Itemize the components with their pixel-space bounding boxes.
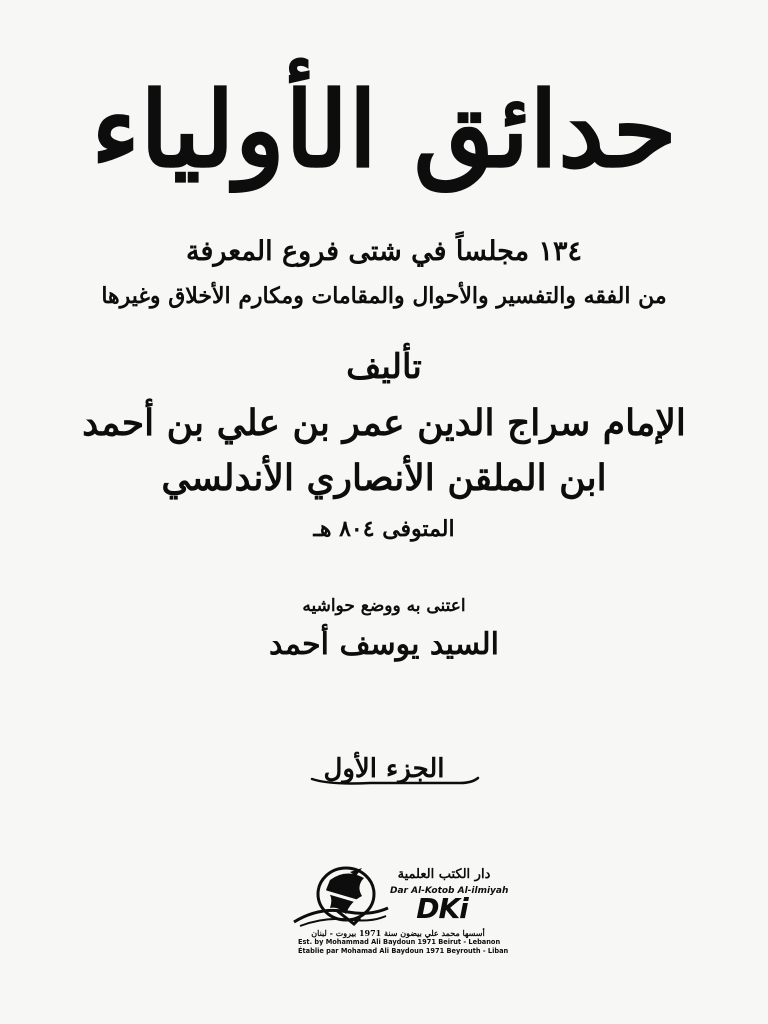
volume-underline-flourish <box>310 776 480 786</box>
publisher-name-arabic: دار الكتب العلمية <box>397 867 491 882</box>
book-title: حدائق الأولياء <box>91 68 677 191</box>
publisher-established-english: Est. by Mohammad Ali Baydoun 1971 Beirut - Lebanon <box>298 938 501 946</box>
author-name-line1: الإمام سراج الدين عمر بن علي بن أحمد <box>82 402 686 444</box>
book-topics: من الفقه والتفسير والأحوال والمقامات ومكارم الأخلاق وغيرها <box>101 283 667 309</box>
publisher-logo-block <box>290 862 509 962</box>
editor-name: السيد يوسف أحمد <box>269 627 499 662</box>
publisher-emblem-icon <box>290 862 390 932</box>
book-subtitle: ١٣٤ مجلساً في شتى فروع المعرفة <box>186 236 582 267</box>
publisher-name-english: Dar Al-Kotob Al-ilmiyah <box>390 886 509 896</box>
publisher-established-french: Établie par Mohamad Ali Baydoun 1971 Beyrouth - Liban <box>298 947 509 955</box>
author-name-line2: ابن الملقن الأنصاري الأندلسي <box>161 457 607 499</box>
volume-label: الجزء الأول <box>323 754 445 784</box>
author-death-date: المتوفى ٨٠٤ هـ <box>313 516 455 542</box>
publisher-established-arabic: أسسها محمد علي بيضون سنة 1971 بيروت - لبنان <box>311 928 485 938</box>
publisher-logo-text: DKi <box>416 892 468 925</box>
editor-label: اعتنى به ووضع حواشيه <box>302 596 466 616</box>
authorship-label: تأليف <box>346 347 422 387</box>
